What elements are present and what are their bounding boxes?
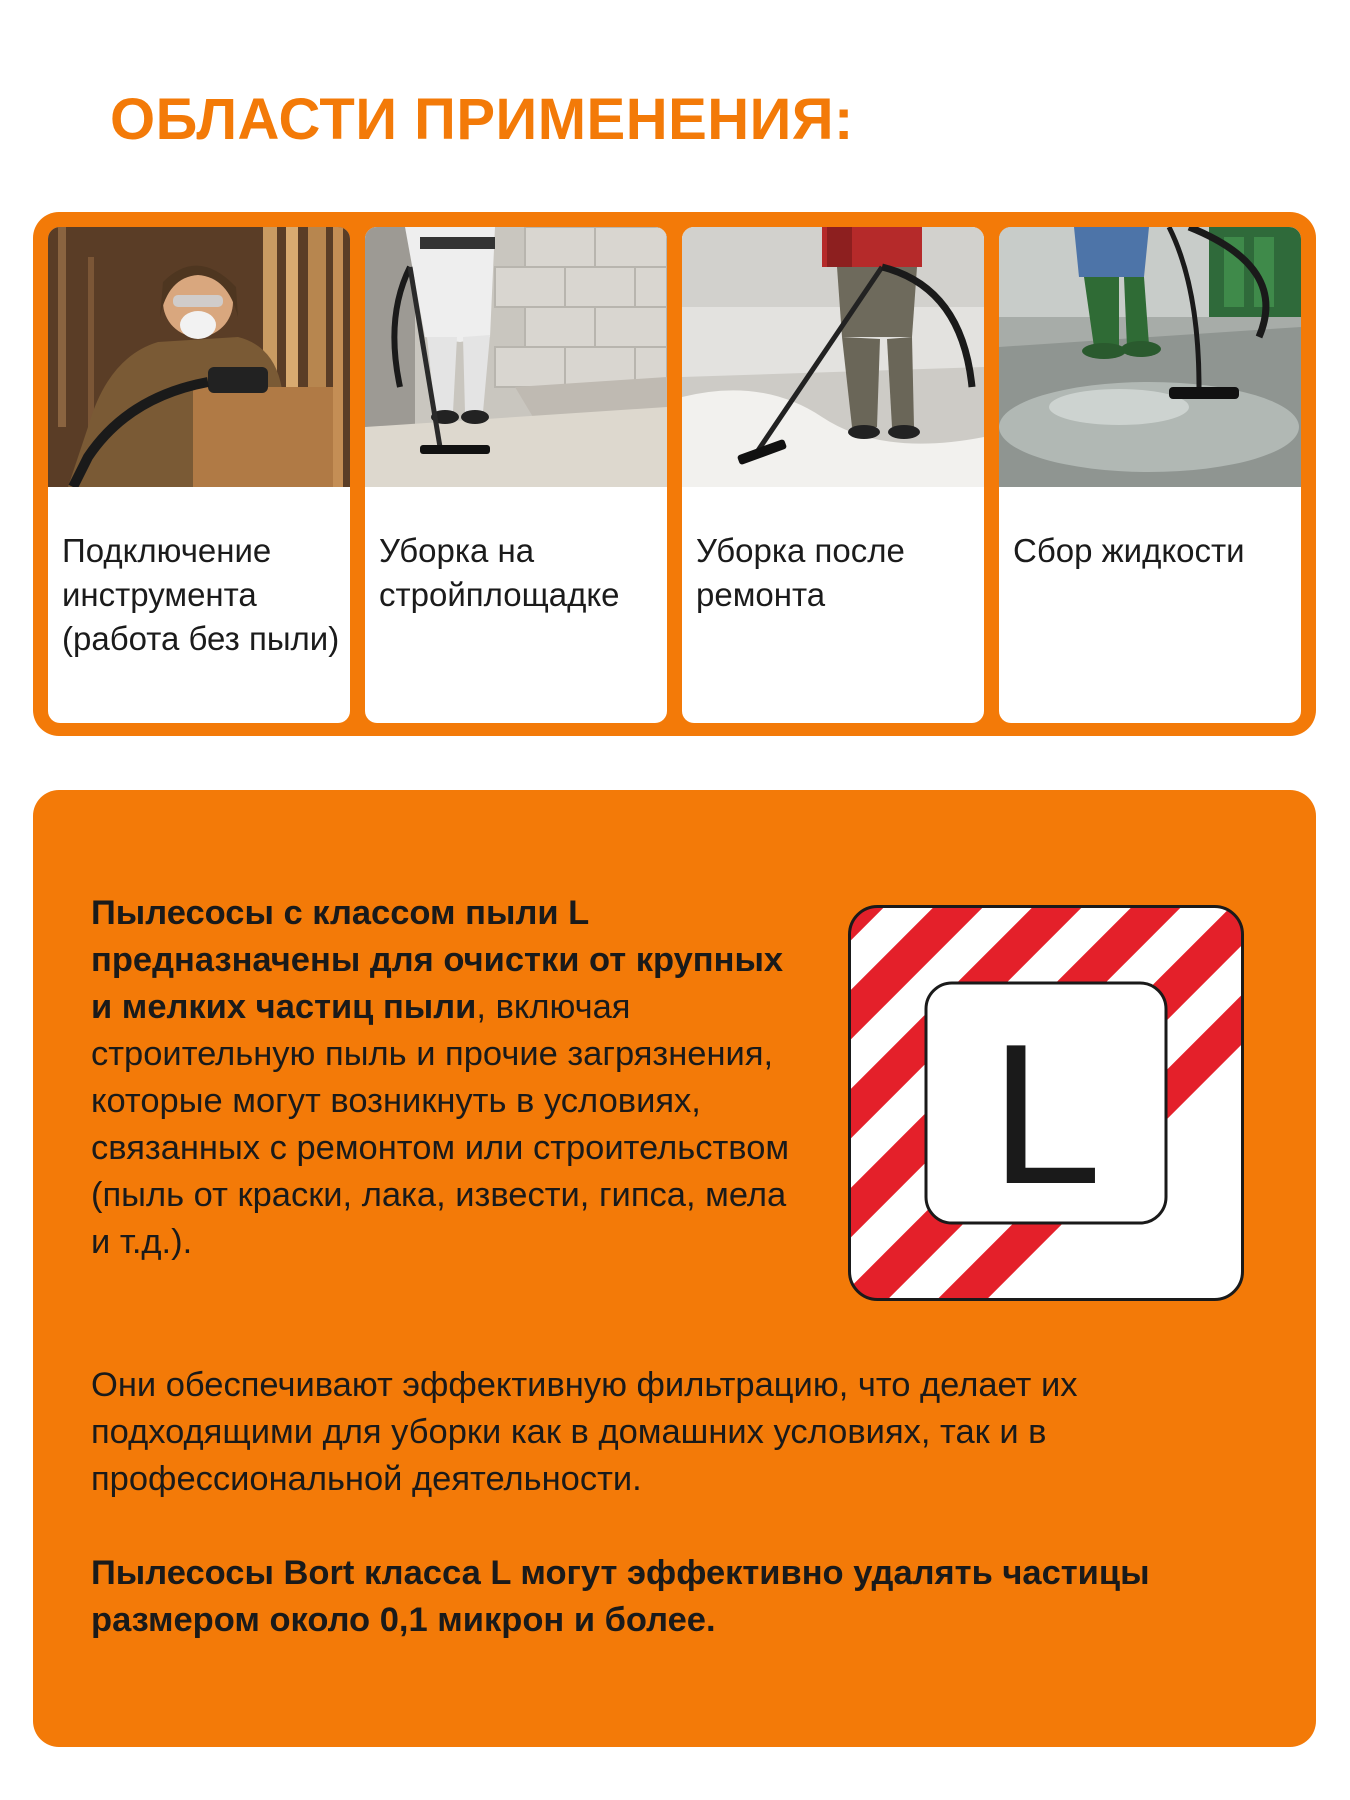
dust-class-info-panel (33, 790, 1316, 1747)
use-card-construction-site (365, 227, 667, 723)
use-label: Уборка на стройплощадке (379, 532, 620, 613)
photo-vacuuming-construction-site (365, 227, 667, 487)
application-areas (33, 212, 1316, 736)
dust-class-l-badge (848, 905, 1244, 1301)
description-paragraph-2: Они обеспечивают эффективную фильтрацию, что делает их подходящими для уборки как в домашних условиях, так и в профессиональной деятельности. (91, 1366, 1078, 1498)
photo-worker-sanding-wood (48, 227, 350, 487)
use-label: Уборка после ремонта (696, 532, 905, 613)
use-label: Подключение инструмента (работа без пыли) (62, 532, 340, 657)
use-card-liquid-collection (999, 227, 1301, 723)
use-label: Сбор жидкости (1013, 532, 1245, 569)
page-title: ОБЛАСТИ ПРИМЕНЕНИЯ: (110, 87, 854, 152)
photo-vacuuming-after-renovation (682, 227, 984, 487)
use-card-after-renovation (682, 227, 984, 723)
description-rest: , включая строительную пыль и прочие загрязнения, которые могут возникнуть в условиях, связанных с ремонтом или строительством (пыль от краски, лака, извести, гипса, мела и т.д.). (91, 988, 790, 1261)
description-bold-lead: Пылесосы с классом пыли L предназначены для очистки от крупных и мелких частиц пыли (91, 894, 784, 1026)
description-paragraph-1 (91, 890, 811, 1266)
dust-class-letter: L (990, 1003, 1102, 1226)
description-paragraph-3 (91, 1550, 1281, 1644)
photo-wet-vacuuming (999, 227, 1301, 487)
use-card-tool-connection (48, 227, 350, 723)
bort-claim: Пылесосы Bort класса L могут эффективно удалять частицы размером около 0,1 микрон и более. (91, 1554, 1150, 1639)
